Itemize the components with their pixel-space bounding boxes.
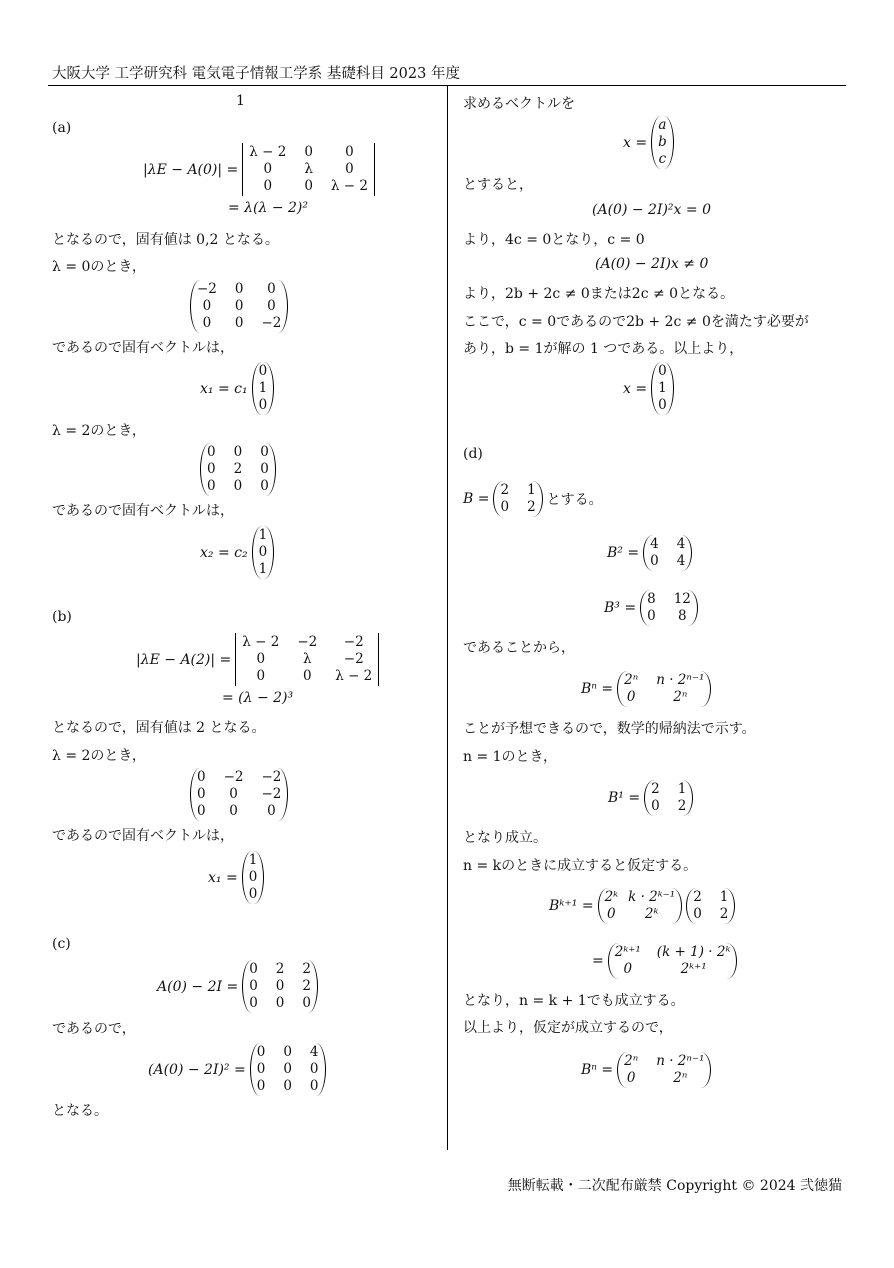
- x2-vec: [651, 362, 674, 415]
- d-B1: [608, 780, 693, 816]
- d-text-13: 以上より，仮定が成立するので，: [463, 1020, 673, 1036]
- c-m2: [250, 1043, 326, 1096]
- matrix-cell: 0: [202, 315, 212, 331]
- matrix-cell: 0: [267, 281, 276, 297]
- a-matrix-2: [200, 443, 276, 496]
- matrix-cell: 1: [719, 889, 729, 905]
- d-B2: [607, 535, 692, 571]
- d-Bk2: [592, 943, 737, 979]
- matrix-cell: 2: [233, 461, 243, 477]
- matrix-cell: 0: [626, 689, 636, 705]
- part-a-label: (a): [52, 120, 72, 136]
- matrix-cell: 0: [249, 961, 258, 977]
- matrix-cell: (k + 1) · 2ᵏ: [656, 944, 731, 960]
- c-eq-1: [157, 960, 318, 1013]
- matrix-cell: 0: [302, 668, 312, 684]
- matrix-cell: −2: [297, 634, 318, 650]
- matrix-cell: 0: [229, 803, 238, 819]
- part-b-label: (b): [52, 609, 72, 625]
- matrix-cell: 0: [275, 978, 285, 994]
- page-header: 大阪大学 工学研究科 電気電子情報工学系 基礎科目 2023 年度: [52, 66, 460, 82]
- matrix-cell: 2: [677, 798, 687, 814]
- a-text-4: λ = 2のとき，: [52, 423, 146, 439]
- a-det-matrix: [242, 143, 375, 196]
- d-Bn-final: [581, 1052, 711, 1088]
- a-m1: [190, 280, 288, 333]
- matrix-cell: 2ᵏ: [644, 906, 659, 922]
- d-Bk1: [549, 888, 735, 924]
- matrix-cell: −2: [197, 281, 217, 297]
- matrix-cell: 0: [647, 608, 656, 624]
- part-d-label: (d): [463, 446, 483, 462]
- c-m1: [242, 960, 318, 1013]
- matrix-cell: 2: [651, 781, 660, 797]
- matrix-cell: 0: [283, 1078, 292, 1094]
- a-v2: [252, 526, 275, 579]
- x-solution: [623, 362, 674, 415]
- c-right-text-6: あり，b = 1が解の 1 つである。以上より，: [463, 341, 744, 357]
- matrix-cell: 0: [309, 1061, 319, 1077]
- matrix-cell: 0: [249, 995, 258, 1011]
- matrix-cell: λ − 2: [242, 634, 280, 650]
- matrix-cell: 0: [258, 363, 268, 379]
- matrix-cell: 1: [258, 561, 268, 577]
- matrix-cell: 2ᵏ⁺¹: [680, 961, 707, 977]
- a-det-lhs: |λE − A(0)| =: [143, 161, 239, 178]
- c-right-eq-1: (A(0) − 2I)²x = 0: [592, 202, 711, 218]
- matrix-cell: n · 2ⁿ⁻¹: [656, 1053, 705, 1069]
- x-vector-def: [623, 116, 674, 169]
- matrix-cell: 0: [607, 906, 616, 922]
- matrix-cell: 0: [267, 298, 276, 314]
- page-footer: 無断転載・二次配布厳禁 Copyright © 2024 弐徳猫: [507, 1178, 842, 1194]
- matrix-cell: 0: [260, 444, 269, 460]
- matrix-cell: 2: [302, 978, 311, 994]
- matrix-cell: 0: [234, 298, 244, 314]
- d-B3: [604, 590, 698, 626]
- d-text-7: であることから，: [463, 640, 575, 656]
- matrix-cell: 1: [258, 380, 268, 396]
- a-matrix-1: [190, 280, 288, 333]
- matrix-cell: 0: [623, 961, 633, 977]
- matrix-cell: 0: [197, 786, 206, 802]
- matrix-cell: 0: [197, 769, 206, 785]
- matrix-cell: 0: [283, 1044, 292, 1060]
- column-divider: [447, 86, 448, 1150]
- a-m2: [200, 443, 276, 496]
- d-B-tail: とする。: [546, 492, 603, 508]
- b-det-matrix: [235, 633, 379, 686]
- d-B2-lhs: B² =: [607, 545, 640, 561]
- a-v2-lhs: x₂ = c₂: [200, 544, 248, 561]
- part-c-label: (c): [52, 936, 71, 952]
- d-text-10: となり成立。: [463, 830, 547, 846]
- c-right-text-4: より，2b + 2c ≠ 0または2c ≠ 0となる。: [463, 286, 735, 302]
- matrix-cell: 0: [249, 978, 258, 994]
- c-right-eq-2: (A(0) − 2I)x ≠ 0: [595, 256, 709, 272]
- matrix-cell: 1: [658, 380, 667, 396]
- matrix-cell: 0: [309, 1078, 319, 1094]
- a-text-1: となるので，固有値は 0,2 となる。: [52, 232, 279, 248]
- a-eigvec-1: [200, 362, 274, 415]
- matrix-cell: 4: [676, 553, 686, 569]
- matrix-cell: λ − 2: [330, 178, 368, 194]
- matrix-cell: 2ⁿ: [624, 672, 639, 688]
- matrix-cell: −2: [261, 786, 282, 802]
- b-text-2: λ = 2のとき，: [52, 748, 146, 764]
- d-Bk-b: [686, 888, 735, 924]
- matrix-cell: b: [658, 134, 667, 150]
- d-B1-mat: [644, 780, 693, 816]
- matrix-cell: 0: [263, 178, 273, 194]
- matrix-cell: 4: [676, 536, 686, 552]
- matrix-cell: 0: [260, 478, 269, 494]
- b-eigvec-1: [208, 851, 264, 904]
- matrix-cell: −2: [261, 769, 282, 785]
- matrix-cell: 0: [658, 397, 667, 413]
- matrix-cell: 2: [275, 961, 285, 977]
- matrix-cell: −2: [223, 769, 244, 785]
- problem-number: 1: [236, 93, 245, 109]
- matrix-cell: k · 2ᵏ⁻¹: [628, 889, 676, 905]
- matrix-cell: 2ⁿ: [673, 1070, 688, 1086]
- b-text-3: であるので固有ベクトルは，: [52, 828, 234, 844]
- d-Bn-lhs: Bⁿ =: [581, 681, 614, 697]
- matrix-cell: 0: [248, 886, 258, 902]
- c-right-text-2: とすると，: [463, 177, 533, 193]
- matrix-cell: 0: [197, 803, 206, 819]
- d-B-lhs: B =: [463, 491, 490, 507]
- matrix-cell: 4: [650, 536, 659, 552]
- matrix-cell: 2: [719, 906, 729, 922]
- matrix-cell: 0: [263, 161, 273, 177]
- b-det-lhs: |λE − A(2)| =: [136, 651, 232, 668]
- matrix-cell: 0: [258, 544, 268, 560]
- a-v1: [252, 362, 275, 415]
- matrix-cell: 0: [283, 1061, 292, 1077]
- matrix-cell: 0: [304, 144, 313, 160]
- matrix-cell: c: [658, 151, 667, 167]
- b-matrix-1: [190, 768, 288, 821]
- matrix-cell: 2: [302, 961, 311, 977]
- a-text-5: であるので固有ベクトルは，: [52, 503, 234, 519]
- matrix-cell: 0: [207, 444, 216, 460]
- a-text-2: λ = 0のとき，: [52, 259, 146, 275]
- matrix-cell: 1: [248, 852, 258, 868]
- a-eigvec-2: [200, 526, 274, 579]
- c-eq1-lhs: A(0) − 2I =: [157, 978, 239, 995]
- matrix-cell: 0: [650, 553, 659, 569]
- c-eq-2: [148, 1043, 326, 1096]
- matrix-cell: 0: [626, 1070, 636, 1086]
- matrix-cell: 2: [500, 482, 510, 498]
- matrix-cell: 1: [527, 482, 536, 498]
- b-det-result: = (λ − 2)³: [222, 690, 294, 706]
- matrix-cell: 0: [500, 499, 510, 515]
- d-text-9: n = 1のとき，: [463, 749, 557, 765]
- matrix-cell: 4: [309, 1044, 319, 1060]
- matrix-cell: 2ⁿ: [624, 1053, 639, 1069]
- d-Bn-mat: [617, 671, 711, 707]
- matrix-cell: 0: [693, 906, 702, 922]
- matrix-cell: 0: [234, 315, 244, 331]
- matrix-cell: 2ᵏ: [604, 889, 619, 905]
- matrix-cell: 2ⁿ: [673, 689, 688, 705]
- matrix-cell: 0: [256, 1044, 266, 1060]
- matrix-cell: 0: [256, 668, 266, 684]
- matrix-cell: 0: [207, 461, 216, 477]
- d-text-11: n = kのときに成立すると仮定する。: [463, 858, 698, 874]
- matrix-cell: 0: [256, 651, 266, 667]
- matrix-cell: 8: [677, 608, 687, 624]
- matrix-cell: 0: [256, 1061, 266, 1077]
- matrix-cell: 0: [229, 786, 238, 802]
- d-B3-lhs: B³ =: [604, 600, 637, 616]
- b-v1-lhs: x₁ =: [208, 869, 238, 886]
- d-B1-lhs: B¹ =: [608, 790, 641, 806]
- matrix-cell: 0: [202, 298, 212, 314]
- d-B-def: [463, 481, 603, 517]
- matrix-cell: n · 2ⁿ⁻¹: [656, 672, 705, 688]
- d-B3-mat: [640, 590, 698, 626]
- matrix-cell: 0: [248, 869, 258, 885]
- matrix-cell: λ: [303, 651, 312, 667]
- b-determinant: [136, 633, 379, 686]
- matrix-cell: 0: [345, 144, 354, 160]
- d-B2-mat: [643, 535, 692, 571]
- a-det-result: = λ(λ − 2)²: [228, 200, 309, 216]
- x-vec: [651, 116, 674, 169]
- d-Bk1-lhs: Bᵏ⁺¹ =: [549, 898, 594, 914]
- d-B: [493, 481, 542, 517]
- matrix-cell: 0: [658, 363, 667, 379]
- matrix-cell: 0: [304, 178, 313, 194]
- matrix-cell: −2: [343, 651, 364, 667]
- d-Bk2-mat: [608, 943, 738, 979]
- matrix-cell: 0: [256, 1078, 266, 1094]
- d-Bk-a: [598, 888, 683, 924]
- d-text-8: ことが予想できるので，数学的帰納法で示す。: [463, 721, 756, 737]
- matrix-cell: λ − 2: [335, 668, 373, 684]
- c-text-1: であるので，: [52, 1021, 136, 1037]
- a-determinant: [143, 143, 375, 196]
- a-text-3: であるので固有ベクトルは，: [52, 340, 234, 356]
- matrix-cell: 0: [234, 281, 244, 297]
- d-Bn-guess: [581, 671, 711, 707]
- c-text-2: となる。: [52, 1103, 108, 1119]
- matrix-cell: a: [658, 117, 667, 133]
- matrix-cell: 2: [527, 499, 536, 515]
- d-text-12: となり，n = k + 1でも成立する。: [463, 993, 685, 1009]
- a-v1-lhs: x₁ = c₁: [200, 380, 248, 397]
- d-Bnf-lhs: Bⁿ =: [581, 1062, 614, 1078]
- matrix-cell: 0: [345, 161, 354, 177]
- c-right-text-5: ここで，c = 0であるので2b + 2c ≠ 0を満たす必要が: [463, 314, 809, 330]
- matrix-cell: 0: [260, 461, 269, 477]
- matrix-cell: 0: [267, 803, 276, 819]
- matrix-cell: 8: [647, 591, 656, 607]
- matrix-cell: λ: [304, 161, 313, 177]
- d-Bnf-mat: [617, 1052, 711, 1088]
- c-right-text-3: より，4c = 0となり，c = 0: [463, 232, 645, 248]
- matrix-cell: 2: [693, 889, 702, 905]
- d-Bk2-lhs: =: [592, 953, 604, 969]
- b-m1: [190, 768, 288, 821]
- matrix-cell: −2: [261, 315, 282, 331]
- matrix-cell: 0: [302, 995, 311, 1011]
- matrix-cell: 12: [673, 591, 691, 607]
- matrix-cell: 0: [651, 798, 660, 814]
- c-right-text-1: 求めるベクトルを: [463, 96, 575, 112]
- x2-lhs: x =: [623, 380, 648, 397]
- b-v1: [242, 851, 265, 904]
- matrix-cell: 2ᵏ⁺¹: [614, 944, 641, 960]
- matrix-cell: 0: [258, 397, 268, 413]
- matrix-cell: 1: [258, 527, 268, 543]
- matrix-cell: −2: [343, 634, 364, 650]
- matrix-cell: 0: [207, 478, 216, 494]
- x-lhs: x =: [623, 134, 648, 151]
- matrix-cell: λ − 2: [249, 144, 287, 160]
- c-eq2-lhs: (A(0) − 2I)² =: [148, 1061, 246, 1078]
- b-text-1: となるので，固有値は 2 となる。: [52, 720, 266, 736]
- matrix-cell: 0: [233, 478, 243, 494]
- matrix-cell: 1: [677, 781, 687, 797]
- matrix-cell: 0: [233, 444, 243, 460]
- matrix-cell: 0: [275, 995, 285, 1011]
